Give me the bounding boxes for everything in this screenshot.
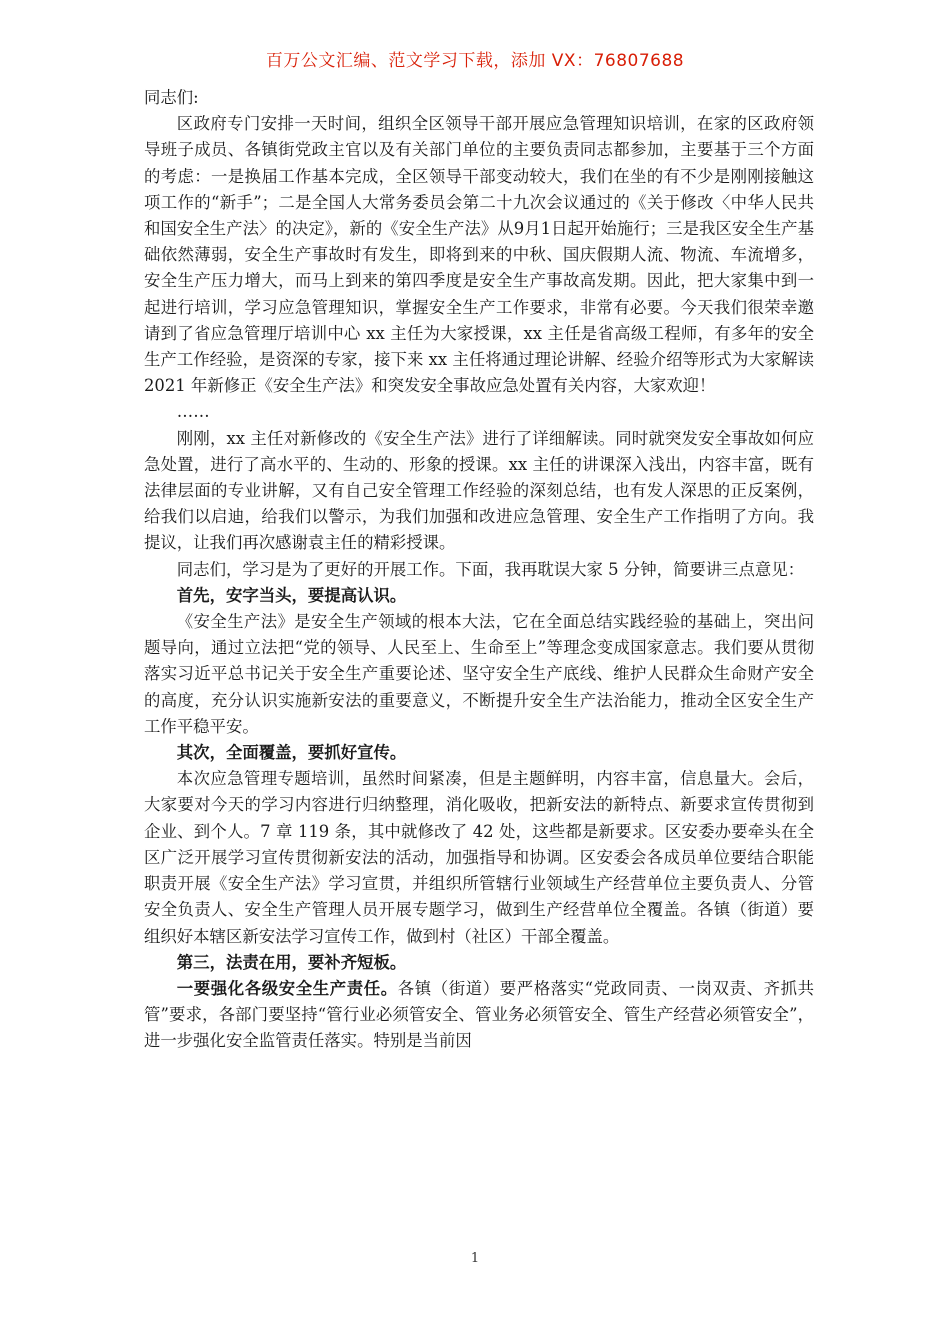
paragraph-section-3 xyxy=(144,976,814,1055)
page-number: 1 xyxy=(470,1251,480,1266)
paragraph-summary: 刚刚，xx 主任对新修改的《安全生产法》进行了详细解读。同时就突发安全事故如何应急处置，进行了高水平的、生动的、形象的授课。xx 主任的讲课深入浅出，内容丰富，既有法律层面的专业讲解，又有自己安全管理工作经验的深刻总结，也有发人深思的正反案例，给我们以启迪，给我们以警示，为我们加强和改进应急管理、安全生产工作指明了方向。我提议，让我们再次感谢袁主任的精彩授课。 xyxy=(144,428,814,553)
section-heading-3: 第三，法责在用，要补齐短板。 xyxy=(176,952,407,972)
paragraph-lead: 一要强化各级安全生产责任。 xyxy=(176,978,398,998)
paragraph-transition: 同志们，学习是为了更好的开展工作。下面，我再耽误大家 5 分钟，简要讲三点意见： xyxy=(176,559,805,579)
salutation: 同志们: xyxy=(144,88,199,107)
paragraph-section-2: 本次应急管理专题培训，虽然时间紧凑，但是主题鲜明，内容丰富，信息量大。会后，大家要对今天的学习内容进行归纳整理，消化吸收，把新安法的新特点、新要求宣传贯彻到企业、到个人。7 章 119 条，其中就修改了 42 处，这些都是新要求。区安委办要牵头在全区广泛开展学习宣传贯彻新安法的活动，加强指导和协调。区安委会各成员单位要结合职能职责开展《安全生产法》学习宣贯，并组织所管辖行业领域生产经营单位主要负责人、分管安全负责人、安全生产管理人员开展专题学习，做到生产经营单位全覆盖。各镇（街道）要组织好本辖区新安法学习宣传工作，做到村（社区）干部全覆盖。 xyxy=(144,769,814,946)
document-body xyxy=(144,85,814,1055)
section-heading-1: 首先，安字当头，要提高认识。 xyxy=(176,585,407,605)
header-watermark: 百万公文汇编、范文学习下载，添加 VX：76807688 xyxy=(265,51,685,71)
paragraph-intro: 区政府专门安排一天时间，组织全区领导干部开展应急管理知识培训，在家的区政府领导班子成员、各镇街党政主官以及有关部门单位的主要负责同志都参加，主要基于三个方面的考虑：一是换届工作基本完成，全区领导干部变动较大，我们在坐的有不少是刚刚接触这项工作的“新手”；二是全国人大常务委员会第二十九次会议通过的《关于修改〈中华人民共和国安全生产法〉的决定》，新的《安全生产法》从9月1日起开始施行；三是我区安全生产基础依然薄弱，安全生产事故时有发生，即将到来的中秋、国庆假期人流、物流、车流增多，安全生产压力增大，而马上到来的第四季度是安全生产事故高发期。因此，把大家集中到一起进行培训，学习应急管理知识，掌握安全生产工作要求，非常有必要。今天我们很荣幸邀请到了省应急管理厅培训中心 xx 主任为大家授课，xx 主任是省高级工程师，有多年的安全生产工作经验，是资深的专家，接下来 xx 主任将通过理论讲解、经验介绍等形式为大家解读 2021 年新修正《安全生产法》和突发安全事故应急处置有关内容，大家欢迎！ xyxy=(144,114,814,396)
paragraph-rest: 各镇（街道）要严格落实“党政同责、一岗双责、齐抓共管”要求，各部门要坚持“管行业必须管安全、管业务必须管安全、管生产经营必须管安全”，进一步强化安全监管责任落实。特别是当前因 xyxy=(144,978,814,1051)
ellipsis-line: …… xyxy=(176,402,210,422)
section-heading-2: 其次，全面覆盖，要抓好宣传。 xyxy=(176,743,407,763)
paragraph-section-1: 《安全生产法》是安全生产领域的根本大法，它在全面总结实践经验的基础上，突出问题导向，通过立法把“党的领导、人民至上、生命至上”等理念变成国家意志。我们要从贯彻落实习近平总书记关于安全生产重要论述、坚守安全生产底线、维护人民群众生命财产安全的高度，充分认识实施新安法的重要意义，不断提升安全生产法治能力，推动全区安全生产工作平稳平安。 xyxy=(144,612,814,736)
